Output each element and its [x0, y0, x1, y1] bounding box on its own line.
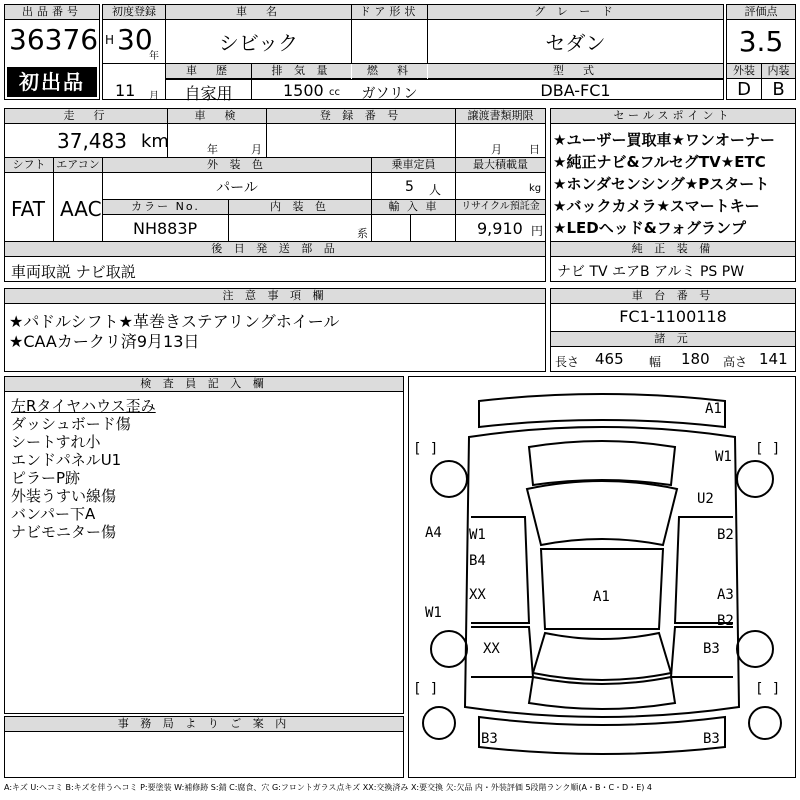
year: 30 — [117, 23, 153, 56]
first-reg-label: 初度登録 — [103, 5, 165, 20]
damage-right-b2b: B2 — [717, 613, 734, 629]
sales-line: ★バックカメラ★スマートキー — [553, 197, 760, 215]
header-grid — [102, 4, 724, 103]
damage-right-b2: B2 — [717, 527, 734, 543]
lot-label: 出品番号 — [5, 5, 99, 20]
inspector-line: 外装うすい線傷 — [11, 487, 117, 505]
office-box — [4, 716, 404, 778]
color-label: 外 装 色 — [103, 158, 371, 173]
month: 11 — [115, 81, 136, 100]
mileage-unit: km — [141, 131, 169, 152]
chassis-box — [550, 288, 796, 372]
era: H — [105, 33, 115, 47]
sales-box — [550, 108, 796, 282]
inspection-month-unit: 月 — [251, 143, 262, 156]
year-unit: 年 — [149, 51, 159, 62]
model-label: 型 式 — [428, 64, 723, 79]
capacity-unit: 人 — [429, 183, 442, 197]
damage-left-w2: W1 — [425, 605, 442, 621]
inspector-line: ナビモニター傷 — [11, 523, 117, 541]
recycle-label: リサイクル預託金 — [456, 200, 545, 215]
damage-right-a3: A3 — [717, 587, 734, 603]
name-label: 車 名 — [166, 5, 351, 20]
shift: FAT — [11, 197, 46, 221]
height: 141 — [759, 350, 788, 368]
interior-label: 内装 — [762, 64, 795, 79]
month-unit: 月 — [149, 91, 159, 102]
later-parts-text: 車両取説 ナビ取説 — [11, 263, 136, 281]
notes-box — [4, 288, 546, 372]
score-box — [726, 4, 796, 100]
sales-title: セールスポイント — [551, 109, 795, 124]
bracket-tl: [ ] — [413, 441, 439, 457]
inspection-label: 車 検 — [168, 109, 266, 124]
chassis-title: 車 台 番 号 — [551, 289, 795, 304]
int-color-label: 内 装 色 — [229, 200, 371, 215]
car-outline — [409, 377, 795, 777]
import-label: 輸 入 車 — [372, 200, 455, 215]
load-label: 最大積載量 — [456, 158, 545, 173]
color-no-label: カラー No. — [103, 200, 228, 215]
color: パール — [216, 180, 258, 196]
damage-left-xx1: XX — [469, 587, 486, 603]
car-name: シビック — [218, 31, 299, 55]
damage-diagram — [408, 376, 796, 778]
interior-grade: B — [772, 79, 785, 100]
width-label: 幅 — [649, 355, 662, 369]
recycle: 9,910 — [477, 219, 523, 238]
legend: A:キズ U:ヘコミ B:キズを伴うヘコミ P:要塗装 W:補修跡 S:錆 C:腐食、穴 G:フロントガラス点キズ XX:交換済み X:要交換 欠:欠品 内・外装評価 5段階ランク順(A・B・C・D・E) 4 — [4, 783, 653, 792]
height-label: 高さ — [723, 355, 748, 369]
damage-rear-l: B3 — [481, 731, 498, 747]
length-label: 長さ — [555, 355, 580, 369]
transfer-day-unit: 日 — [529, 143, 540, 156]
fuel: ガソリン — [361, 86, 418, 102]
mileage: 37,483 — [57, 129, 127, 153]
chassis-number: FC1-1100118 — [619, 307, 727, 326]
first-listing-badge: 初出品 — [7, 67, 97, 97]
dims-title: 諸 元 — [551, 332, 795, 347]
lot-box — [4, 4, 100, 100]
bracket-tr: [ ] — [755, 441, 781, 457]
model: DBA-FC1 — [540, 81, 611, 100]
recycle-unit: 円 — [531, 224, 544, 238]
sales-line: ★純正ナビ&フルセグTV★ETC — [553, 153, 766, 171]
inspector-line: 左Rタイヤハウス歪み — [11, 397, 156, 415]
width: 180 — [681, 350, 710, 368]
fuel-label: 燃 料 — [352, 64, 427, 79]
damage-front: A1 — [705, 401, 722, 417]
bracket-br: [ ] — [755, 681, 781, 697]
lot-number: 36376 — [9, 23, 99, 56]
capacity-label: 乗車定員 — [372, 158, 455, 173]
equipment-title: 純 正 装 備 — [551, 242, 795, 257]
mileage-label: 走 行 — [5, 109, 167, 124]
history-label: 車 歴 — [166, 64, 251, 79]
inspector-line: シートすれ小 — [11, 433, 101, 451]
plate-label: 登 録 番 号 — [267, 109, 455, 124]
transfer-label: 譲渡書類期限 — [456, 109, 545, 124]
damage-left-side: A4 — [425, 525, 442, 541]
inspector-line: バンパー下A — [11, 505, 96, 523]
sales-line: ★ホンダセンシング★Pスタート — [553, 175, 770, 193]
sales-line: ★ユーザー買取車★ワンオーナー — [553, 131, 775, 149]
spec-grid — [4, 108, 546, 282]
damage-center: A1 — [593, 589, 610, 605]
damage-rear-r: B3 — [703, 731, 720, 747]
damage-fr-top: W1 — [715, 449, 732, 465]
inspector-box — [4, 376, 404, 714]
door-label: ドア形状 — [352, 5, 427, 20]
length: 465 — [595, 350, 624, 368]
office-title: 事 務 局 よ り ご 案 内 — [5, 717, 403, 732]
grade-label: グ レ ー ド — [428, 5, 723, 20]
displacement-unit: cc — [329, 87, 340, 98]
damage-right-b3: B3 — [703, 641, 720, 657]
later-parts-title: 後 日 発 送 部 品 — [5, 242, 545, 257]
displacement-label: 排 気 量 — [252, 64, 351, 79]
displacement: 1500 — [283, 81, 324, 100]
notes-line: ★パドルシフト★革巻きステアリングホイール — [9, 312, 340, 331]
exterior-label: 外装 — [727, 64, 761, 79]
ac: AAC — [60, 197, 102, 221]
grade: セダン — [545, 31, 606, 55]
damage-left-b: B4 — [469, 553, 486, 569]
inspector-title: 検 査 員 記 入 欄 — [5, 377, 403, 392]
inspector-line: ピラーP跡 — [11, 469, 81, 487]
inspection-year-unit: 年 — [207, 143, 218, 156]
damage-fr-mid: U2 — [697, 491, 714, 507]
color-no: NH883P — [133, 219, 198, 238]
score-label: 評価点 — [727, 5, 795, 20]
notes-line: ★CAAカークリ済9月13日 — [9, 332, 200, 351]
damage-left-xx2: XX — [483, 641, 500, 657]
capacity: 5 — [405, 179, 414, 195]
score: 3.5 — [738, 25, 784, 58]
sales-line: ★LEDヘッド&フォグランプ — [553, 219, 747, 237]
history: 自家用 — [184, 84, 233, 103]
int-color-unit: 系 — [357, 227, 368, 240]
exterior-grade: D — [737, 79, 751, 100]
notes-title: 注 意 事 項 欄 — [5, 289, 545, 304]
load-unit: kg — [529, 183, 542, 194]
inspector-line: エンドパネルU1 — [11, 451, 122, 469]
damage-left-w: W1 — [469, 527, 486, 543]
ac-label: エアコン — [54, 158, 102, 173]
bracket-bl: [ ] — [413, 681, 439, 697]
transfer-month-unit: 月 — [491, 143, 502, 156]
inspector-line: ダッシュボード傷 — [11, 415, 131, 433]
equipment-text: ナビ TV エアB アルミ PS PW — [557, 264, 745, 280]
shift-label: シフト — [5, 158, 53, 173]
